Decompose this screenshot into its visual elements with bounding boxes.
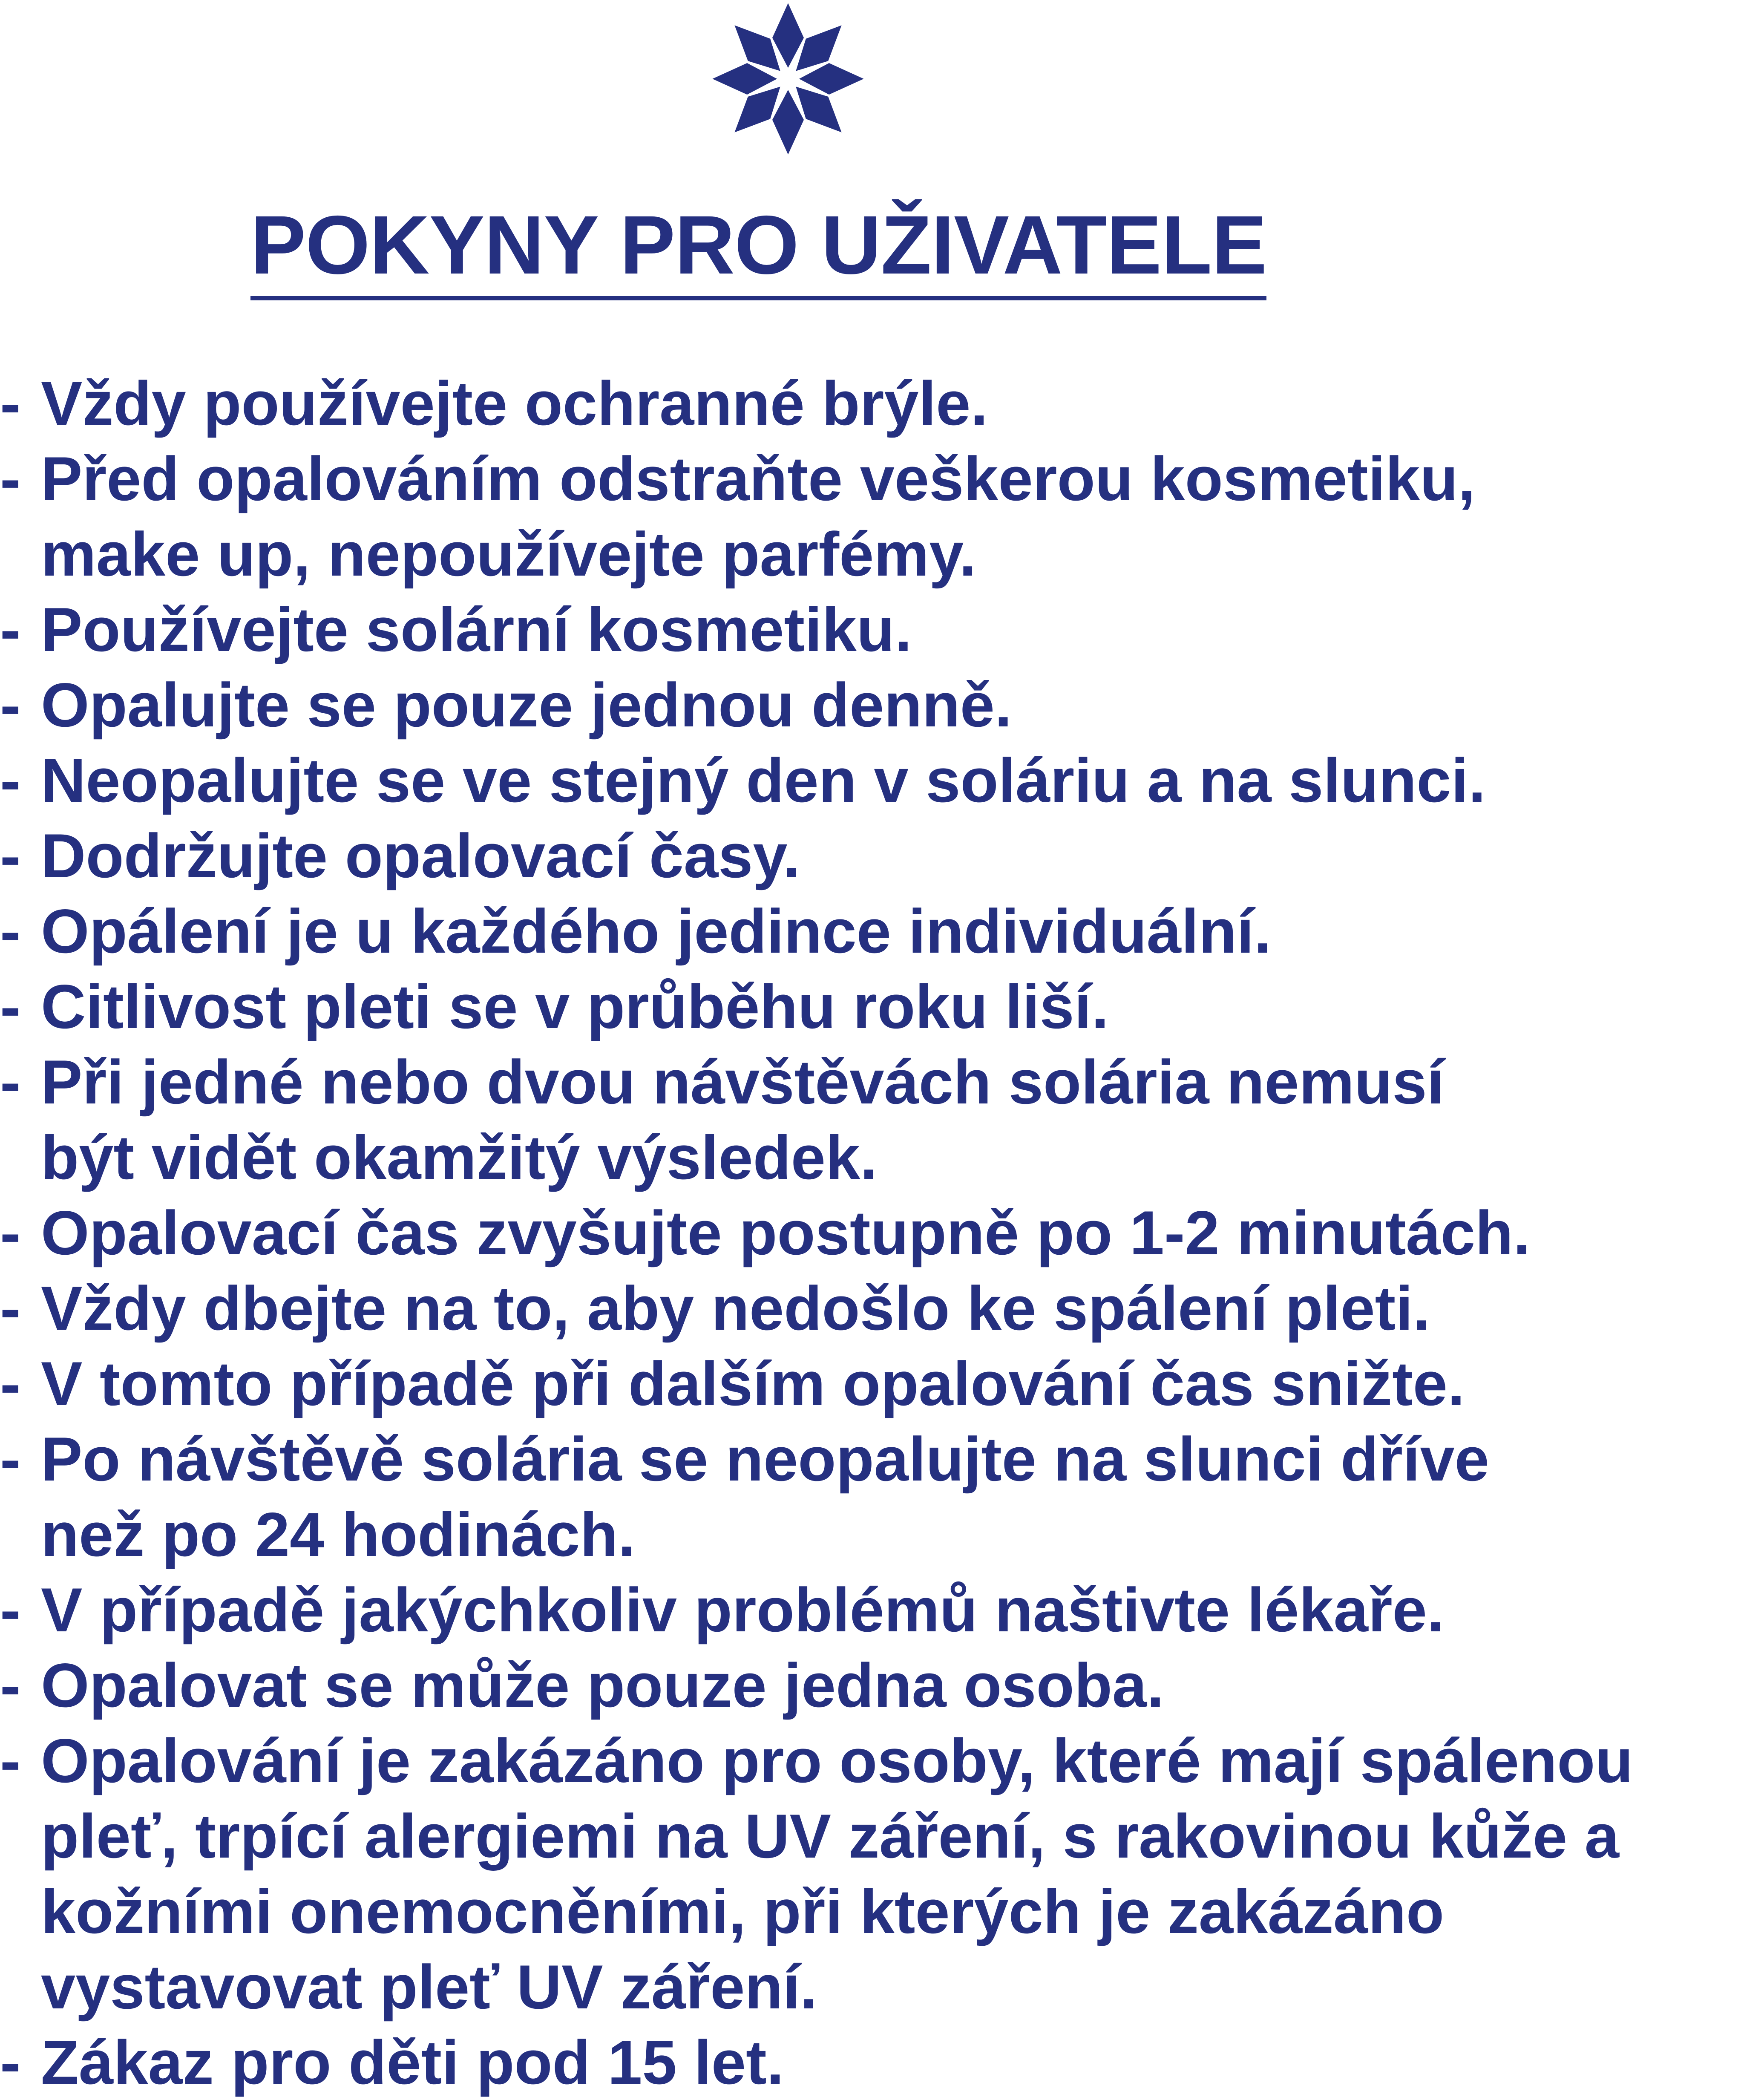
rule-text-continued: kožními onemocněními, při kterých je zakázáno — [41, 1877, 1445, 1946]
rule-item — [0, 893, 1633, 969]
bullet-dash: - — [0, 1349, 21, 1418]
rule-item — [0, 592, 1633, 667]
snowflake-star-icon — [709, 0, 867, 158]
bullet-dash: - — [0, 1575, 21, 1645]
rule-text: Opalovat se může pouze jedna osoba. — [41, 1651, 1164, 1720]
bullet-dash: - — [0, 2028, 21, 2097]
rules-list — [0, 366, 1633, 2100]
rule-text: V případě jakýchkoliv problémů naštivte lékaře. — [41, 1575, 1445, 1645]
rule-item — [0, 667, 1633, 743]
rule-item — [0, 1346, 1633, 1421]
rule-text-continued: vystavovat pleť UV záření. — [41, 1952, 817, 2022]
rule-text: Opalování je zakázáno pro osoby, které mají spálenou — [41, 1726, 1633, 1795]
rule-text: Před opalováním odstraňte veškerou kosmetiku, — [41, 444, 1476, 513]
rule-item — [0, 1421, 1633, 1572]
rule-text: Neopalujte se ve stejný den v soláriu a na slunci. — [41, 746, 1486, 815]
rule-text-continued: pleť, trpící alergiemi na UV záření, s rakovinou kůže a — [41, 1801, 1619, 1871]
logo-petal — [772, 90, 804, 155]
rule-text: Opalovací čas zvyšujte postupně po 1-2 minutách. — [41, 1198, 1531, 1267]
rule-item — [0, 743, 1633, 818]
bullet-dash: - — [0, 1726, 21, 1795]
rule-text: Zákaz pro děti pod 15 let. — [41, 2028, 784, 2097]
rule-text: Používejte solární kosmetiku. — [41, 595, 912, 664]
bullet-dash: - — [0, 369, 21, 438]
rule-item — [0, 1572, 1633, 1648]
bullet-dash: - — [0, 670, 21, 740]
logo-petal — [772, 3, 804, 68]
bullet-dash: - — [0, 1198, 21, 1267]
bullet-dash: - — [0, 1047, 21, 1117]
rule-text: Po návštěvě solária se neopalujte na slunci dříve — [41, 1424, 1489, 1494]
bullet-dash: - — [0, 1273, 21, 1343]
rule-item — [0, 969, 1633, 1044]
page-title: POKYNY PRO UŽIVATELE — [250, 194, 1266, 300]
bullet-dash: - — [0, 444, 21, 513]
bullet-dash: - — [0, 896, 21, 966]
rule-text: Při jedné nebo dvou návštěvách solária nemusí — [41, 1047, 1445, 1117]
logo-petal — [712, 63, 777, 95]
bullet-dash: - — [0, 821, 21, 890]
rule-text: Vždy používejte ochranné brýle. — [41, 369, 988, 438]
rule-text: Opalujte se pouze jednou denně. — [41, 670, 1012, 740]
logo-petal — [799, 63, 864, 95]
rule-text: V tomto případě při dalším opalování čas snižte. — [41, 1349, 1465, 1418]
rule-item — [0, 441, 1633, 592]
rule-text: Vždy dbejte na to, aby nedošlo ke spálení pleti. — [41, 1273, 1430, 1343]
rule-item — [0, 1044, 1633, 1195]
rule-item — [0, 1723, 1633, 2025]
rule-text: Citlivost pleti se v průběhu roku liší. — [41, 972, 1109, 1041]
rule-text: Dodržujte opalovací časy. — [41, 821, 800, 890]
bullet-dash: - — [0, 1651, 21, 1720]
rule-text: Opálení je u každého jedince individuální. — [41, 896, 1272, 966]
bullet-dash: - — [0, 595, 21, 664]
rule-text-continued: než po 24 hodinách. — [41, 1500, 636, 1569]
rule-item — [0, 1648, 1633, 1723]
rule-text-continued: make up, nepoužívejte parfémy. — [41, 519, 977, 589]
rule-item — [0, 1195, 1633, 1270]
bullet-dash: - — [0, 746, 21, 815]
bullet-dash: - — [0, 972, 21, 1041]
rule-item — [0, 1270, 1633, 1346]
bullet-dash: - — [0, 1424, 21, 1494]
rule-item — [0, 2025, 1633, 2100]
rule-item — [0, 818, 1633, 893]
rule-item — [0, 366, 1633, 441]
rule-text-continued: být vidět okamžitý výsledek. — [41, 1123, 878, 1192]
